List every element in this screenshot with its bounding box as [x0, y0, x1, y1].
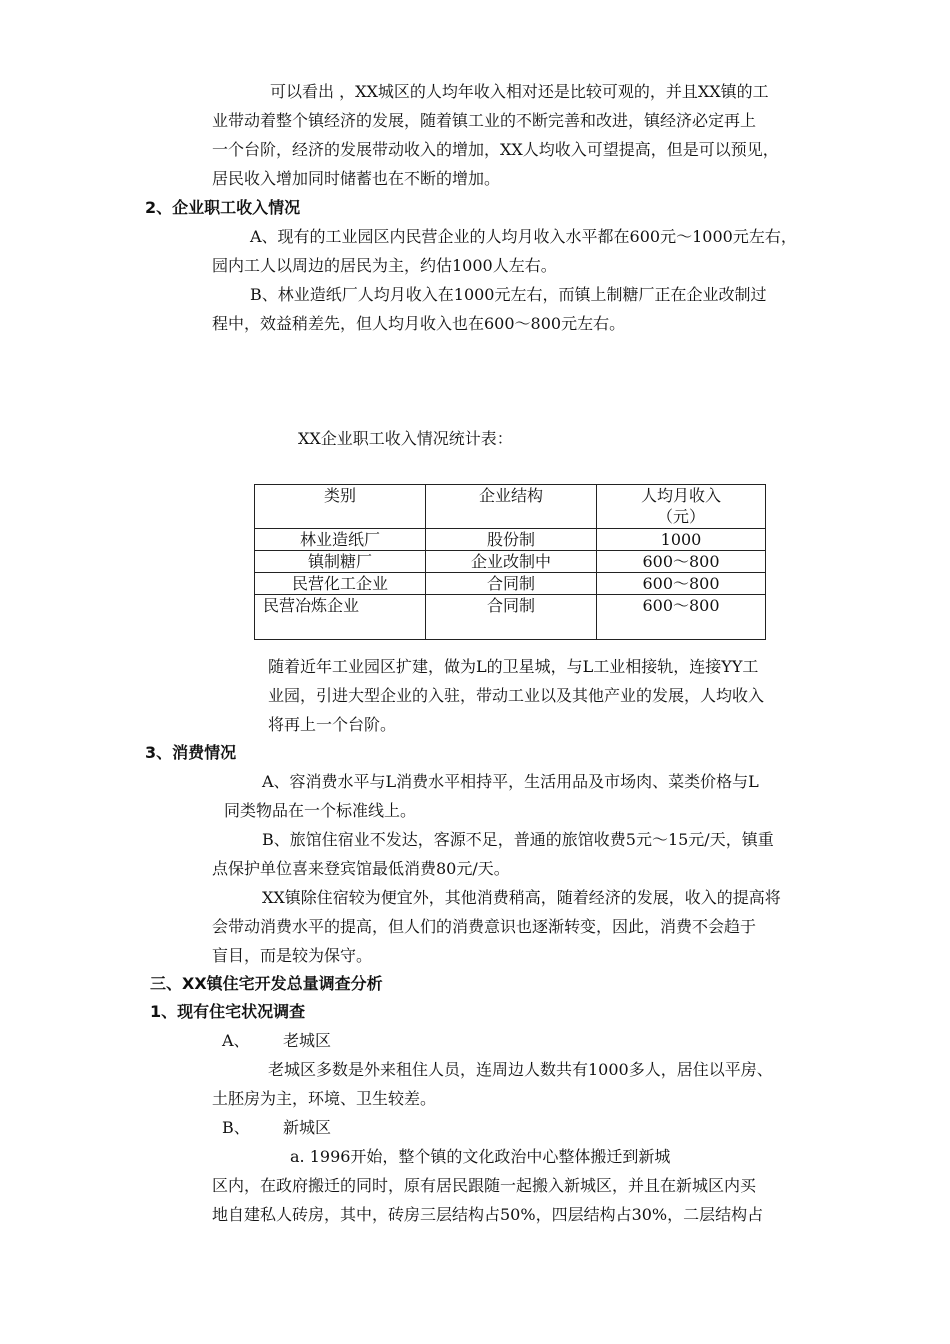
- text-line: 业带动着整个镇经济的发展，随着镇工业的不断完善和改进，镇经济必定再上: [212, 111, 757, 130]
- text-line: 可以看出 ，XX城区的人均年收入相对还是比较可观的，并且XX镇的工: [270, 82, 769, 101]
- text-line: 地自建私人砖房，其中，砖房三层结构占50%，四层结构占30%，二层结构占: [212, 1205, 764, 1224]
- text-line: 区内，在政府搬迁的同时，原有居民跟随一起搬入新城区，并且在新城区内买: [212, 1176, 757, 1195]
- table-row: [255, 551, 766, 573]
- text-line: 随着近年工业园区扩建，做为L的卫星城，与L工业相接轨，连接YY工: [268, 657, 759, 676]
- text-line: 将再上一个台阶。: [268, 715, 397, 734]
- table-cell: 企业改制中: [426, 551, 597, 573]
- table-cell: 合同制: [426, 595, 597, 640]
- text-line: 一个台阶，经济的发展带动收入的增加，XX人均收入可望提高，但是可以预见，: [212, 140, 779, 159]
- income-table: [254, 484, 766, 640]
- section-heading-consumption: 3、消费情况: [145, 743, 237, 762]
- item-title-old-town: 老城区: [283, 1031, 332, 1050]
- text-line: 业园，引进大型企业的入驻，带动工业以及其他产业的发展，人均收入: [268, 686, 765, 705]
- table-cell: 民营冶炼企业: [255, 595, 426, 640]
- text-line: 园内工人以周边的居民为主，约估1000人左右。: [212, 256, 557, 275]
- table-row: [255, 529, 766, 551]
- table-cell: 民营化工企业: [255, 573, 426, 595]
- table-cell: 镇制糖厂: [255, 551, 426, 573]
- text-line: B、旅馆住宿业不发达，客源不足，普通的旅馆收费5元～15元/天，镇重: [262, 830, 774, 849]
- header-line: 人均月收入: [640, 486, 721, 505]
- header-line: （元）: [656, 507, 705, 526]
- table-title: XX企业职工收入情况统计表：: [298, 429, 513, 448]
- text-line: 点保护单位喜来登宾馆最低消费80元/天。: [212, 859, 510, 878]
- header-cell: 类别: [255, 485, 426, 529]
- text-line: 程中，效益稍差先，但人均月收入也在600～800元左右。: [212, 314, 626, 333]
- text-line: A、容消费水平与L消费水平相持平，生活用品及市场肉、菜类价格与L: [262, 772, 759, 791]
- table-cell: 600～800: [597, 573, 766, 595]
- text-line: 会带动消费水平的提高，但人们的消费意识也逐渐转变，因此，消费不会趋于: [212, 917, 757, 936]
- header-cell: 企业结构: [426, 485, 597, 529]
- table-cell: 合同制: [426, 573, 597, 595]
- table-row: [255, 595, 766, 640]
- text-line: 居民收入增加同时储蓄也在不断的增加。: [212, 169, 501, 188]
- text-line: 土胚房为主，环境、卫生较差。: [212, 1089, 437, 1108]
- item-marker: A、: [222, 1031, 250, 1050]
- text-line: 同类物品在一个标准线上。: [224, 801, 417, 820]
- text-line: 盲目，而是较为保守。: [212, 946, 373, 965]
- text-line: B、林业造纸厂人均月收入在1000元左右，而镇上制糖厂正在企业改制过: [250, 285, 767, 304]
- header-cell: [597, 485, 766, 529]
- table-cell: 股份制: [426, 529, 597, 551]
- section-heading-employee-income: 2、企业职工收入情况: [145, 198, 301, 217]
- text-line: A、现有的工业园区内民营企业的人均月收入水平都在600元～1000元左右，: [250, 227, 797, 246]
- section-heading-housing-analysis: 三、XX镇住宅开发总量调查分析: [150, 974, 383, 993]
- text-line: 老城区多数是外来租住人员，连周边人数共有1000多人，居住以平房、: [268, 1060, 773, 1079]
- item-marker: B、: [222, 1118, 250, 1137]
- subsection-heading-current-housing: 1、现有住宅状况调查: [150, 1002, 306, 1021]
- table-cell: 600～800: [597, 595, 766, 640]
- table-cell: 林业造纸厂: [255, 529, 426, 551]
- table-cell: 1000: [597, 529, 766, 551]
- table-row: [255, 573, 766, 595]
- item-title-new-town: 新城区: [283, 1118, 332, 1137]
- table-cell: 600～800: [597, 551, 766, 573]
- table-header-row: [255, 485, 766, 529]
- text-line: XX镇除住宿较为便宜外，其他消费稍高，随着经济的发展，收入的提高将: [262, 888, 781, 907]
- text-line: a. 1996开始，整个镇的文化政治中心整体搬迁到新城: [290, 1147, 671, 1166]
